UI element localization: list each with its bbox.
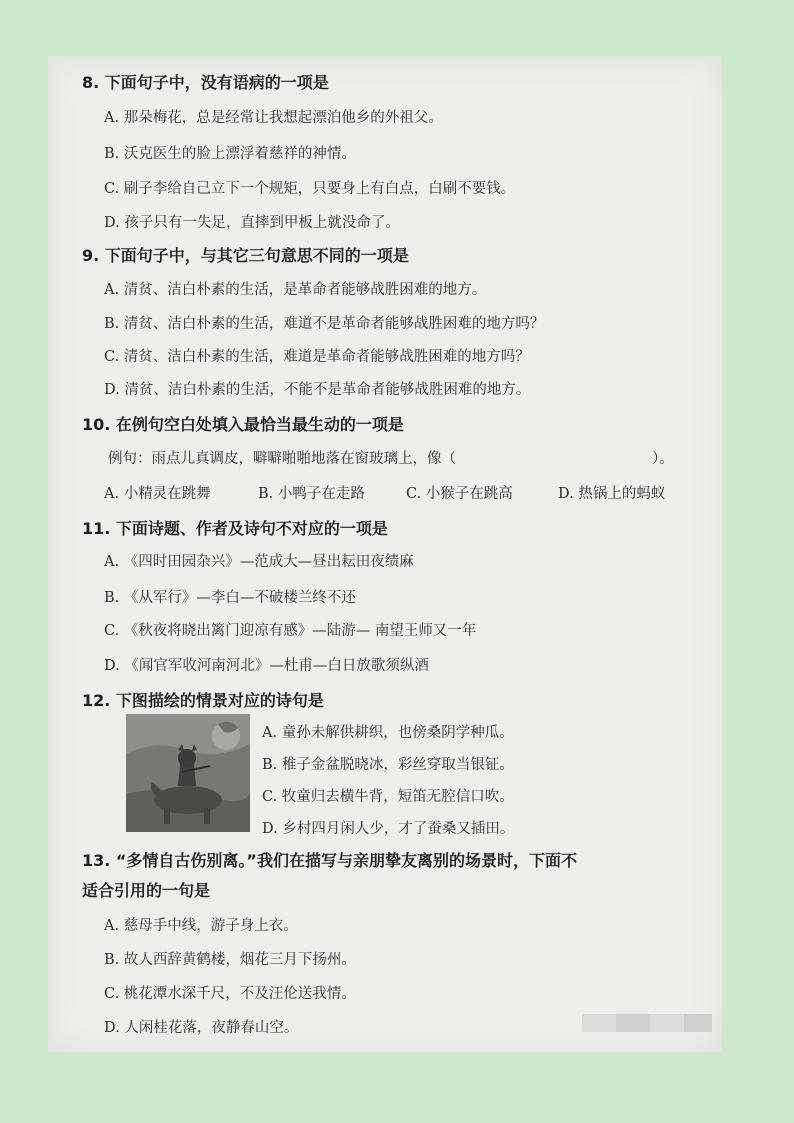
question-9-option-a: A. 清贫、洁白朴素的生活，是革命者能够战胜困难的地方。	[104, 282, 487, 298]
question-10-option-a: A. 小精灵在跳舞	[104, 486, 211, 502]
question-8-option-a: A. 那朵梅花，总是经常让我想起漂泊他乡的外祖父。	[104, 110, 443, 126]
question-11-option-a: A. 《四时田园杂兴》—范成大—昼出耘田夜绩麻	[104, 554, 414, 570]
question-10-example: 例句：雨点儿真调皮，噼噼啪啪地落在窗玻璃上，像（	[108, 451, 456, 467]
question-12-option-d: D. 乡村四月闲人少，才了蚕桑又插田。	[262, 821, 515, 837]
pastoral-illustration	[126, 714, 250, 832]
question-11-stem: 11. 下面诗题、作者及诗句不对应的一项是	[82, 519, 388, 538]
question-12-option-b: B. 稚子金盆脱晓冰，彩丝穿取当银钲。	[262, 757, 514, 773]
question-10-option-b: B. 小鸭子在走路	[258, 486, 365, 502]
question-13-stem-line1: 13. “多情自古伤别离。”我们在描写与亲朋挚友离别的场景时，下面不	[82, 851, 577, 870]
question-8-stem: 8. 下面句子中，没有语病的一项是	[82, 73, 329, 92]
question-12-stem: 12. 下图描绘的情景对应的诗句是	[82, 691, 324, 710]
question-8-option-b: B. 沃克医生的脸上漂浮着慈祥的神情。	[104, 146, 356, 162]
question-12-option-c: C. 牧童归去横牛背，短笛无腔信口吹。	[262, 789, 514, 805]
question-11-option-d: D. 《闻官军收河南河北》—杜甫—白日放歌须纵酒	[104, 658, 429, 674]
question-9-stem: 9. 下面句子中，与其它三句意思不同的一项是	[82, 246, 409, 265]
question-12-option-a: A. 童孙未解供耕织，也傍桑阴学种瓜。	[262, 725, 514, 741]
question-8-option-c: C. 刷子李给自己立下一个规矩，只要身上有白点，白刷不要钱。	[104, 181, 516, 197]
question-13-option-d: D. 人闲桂花落，夜静春山空。	[104, 1020, 299, 1036]
question-11-option-b: B. 《从军行》—李白—不破楼兰终不还	[104, 590, 356, 606]
question-10-option-d: D. 热锅上的蚂蚁	[558, 486, 666, 502]
question-9-option-c: C. 清贫、洁白朴素的生活，难道是革命者能够战胜困难的地方吗？	[104, 349, 530, 365]
question-13-option-b: B. 故人西辞黄鹤楼，烟花三月下扬州。	[104, 952, 356, 968]
cowherd-boy-on-ox-image	[126, 714, 250, 832]
question-13-stem-line2: 适合引用的一句是	[82, 881, 211, 900]
question-10-stem: 10. 在例句空白处填入最恰当最生动的一项是	[82, 415, 404, 434]
question-8-option-d: D. 孩子只有一失足，直摔到甲板上就没命了。	[104, 215, 400, 231]
question-10-example-end: ）。	[652, 451, 674, 467]
question-9-option-b: B. 清贫、洁白朴素的生活，难道不是革命者能够战胜困难的地方吗？	[104, 316, 545, 332]
blurred-watermark	[582, 1014, 712, 1032]
question-10-option-c: C. 小猴子在跳高	[406, 486, 513, 502]
exam-paper	[48, 56, 722, 1052]
question-11-option-c: C. 《秋夜将晓出篱门迎凉有感》—陆游— 南望王师又一年	[104, 623, 477, 639]
question-13-option-c: C. 桃花潭水深千尺，不及汪伦送我情。	[104, 986, 356, 1002]
question-9-option-d: D. 清贫、洁白朴素的生活，不能不是革命者能够战胜困难的地方。	[104, 382, 531, 398]
question-13-option-a: A. 慈母手中线，游子身上衣。	[104, 918, 298, 934]
